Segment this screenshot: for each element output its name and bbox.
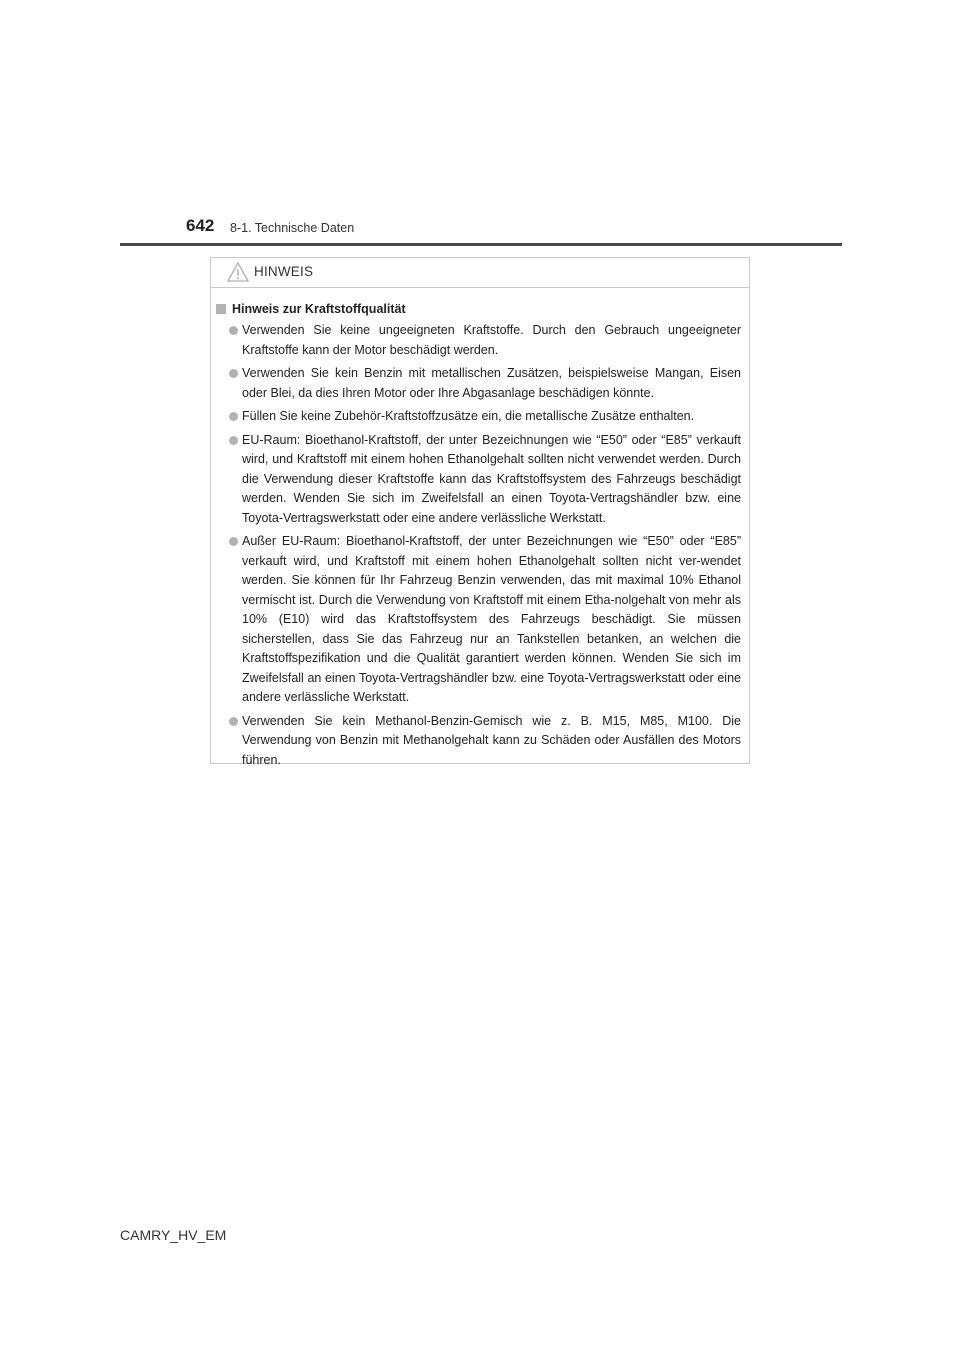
subheading-text: Hinweis zur Kraftstoffqualität	[232, 302, 406, 316]
list-item	[216, 364, 741, 403]
list-item-text: EU-Raum: Bioethanol-Kraftstoff, der unter Bezeichnungen wie “E50” oder “E85” verkauft wird, und Kraftstoff mit einem hohen Ethanolgehalt sollten nicht verwendet werden. Durch die Verwendung dieser Kraftstoffe kann das Kraftstoffsystem des Fahrzeugs beschädigt werden. Wenden Sie sich im Zweifelsfall an einen Toyota-Vertragshändler bzw. eine Toyota-Vertragswerkstatt oder eine andere verlässliche Werkstatt.	[242, 432, 741, 525]
notice-header	[211, 258, 749, 288]
list-item	[216, 321, 741, 360]
list-item	[216, 712, 741, 771]
circle-bullet-icon	[229, 412, 238, 421]
warning-triangle-icon	[227, 262, 249, 282]
list-item	[216, 532, 741, 708]
notice-subheading	[216, 301, 741, 317]
square-bullet-icon	[216, 304, 226, 314]
list-item-text: Verwenden Sie kein Methanol-Benzin-Gemisch wie z. B. M15, M85, M100. Die Verwendung von Benzin mit Methanolgehalt kann zu Schäden oder Ausfällen des Motors führen.	[242, 713, 741, 767]
list-item	[216, 431, 741, 529]
section-title: 8-1. Technische Daten	[230, 221, 355, 235]
circle-bullet-icon	[229, 537, 238, 546]
notice-title: HINWEIS	[254, 264, 314, 279]
notice-body	[211, 288, 749, 770]
circle-bullet-icon	[229, 436, 238, 445]
circle-bullet-icon	[229, 369, 238, 378]
list-item	[216, 407, 741, 427]
header-rule	[120, 243, 842, 246]
list-item-text: Außer EU-Raum: Bioethanol-Kraftstoff, der unter Bezeichnungen wie “E50” oder “E85” verkauft wird, und Kraftstoff mit einem hohen Ethanolgehalt sollten nicht ver-wendet werden. Sie können für Ihr Fahrzeug Benzin verwenden, das mit maximal 10% Ethanol vermischt ist. Durch die Verwendung von Kraftstoff mit einem Etha-nolgehalt von mehr als 10% (E10) wird das Kraftstoffsystem des Fahrzeugs beschädigt. Sie müssen sicherstellen, dass Sie das Fahrzeug nur an Tankstellen betanken, an welchen die Kraftstoffspezifikation und die Qualität garantiert werden können. Wenden Sie sich im Zweifelsfall an einen Toyota-Vertragshändler bzw. eine Toyota-Vertragswerkstatt oder eine andere verlässliche Werkstatt.	[242, 534, 741, 704]
list-item-text: Füllen Sie keine Zubehör-Kraftstoffzusätze ein, die metallische Zusätze enthalten.	[242, 409, 695, 423]
circle-bullet-icon	[229, 326, 238, 335]
list-item-text: Verwenden Sie kein Benzin mit metallischen Zusätzen, beispielsweise Mangan, Eisen oder Blei, da dies Ihren Motor oder Ihre Abgasanlage beschädigen könnte.	[242, 366, 741, 400]
page-number: 642	[186, 216, 215, 235]
list-item-text: Verwenden Sie keine ungeeigneten Kraftstoffe. Durch den Gebrauch ungeeigneter Kraftstoffe kann der Motor beschädigt werden.	[242, 323, 741, 357]
notice-box	[210, 257, 750, 767]
circle-bullet-icon	[229, 717, 238, 726]
footer-model-code: CAMRY_HV_EM	[120, 1227, 227, 1243]
